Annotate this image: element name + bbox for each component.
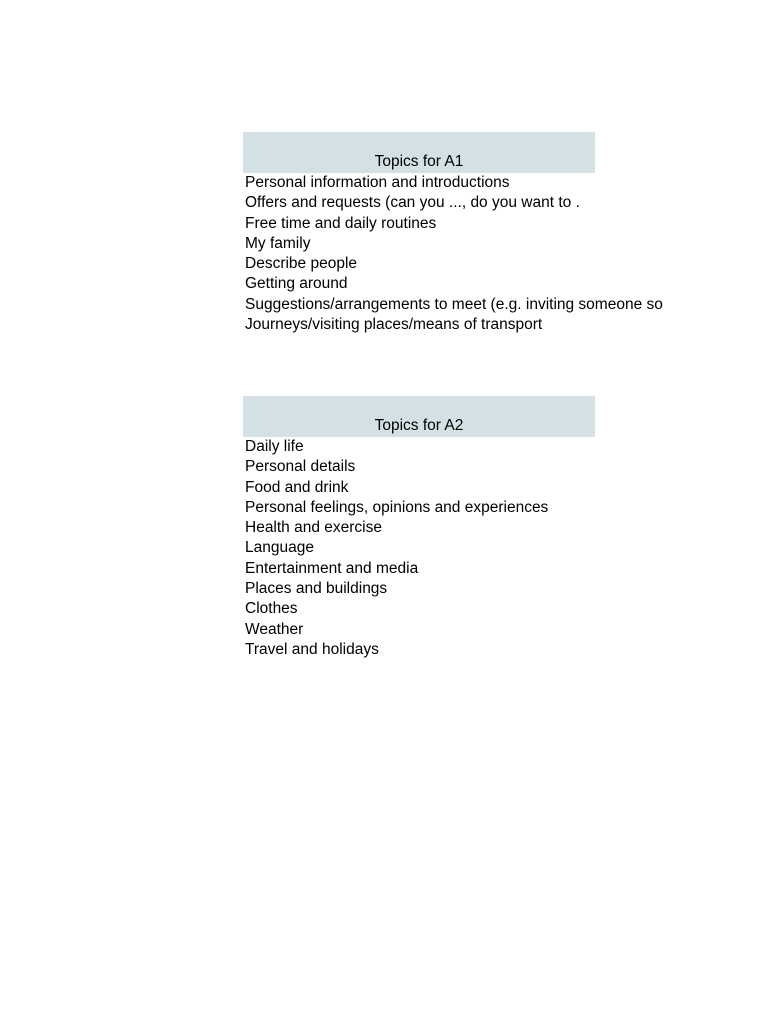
topics-a1-header (243, 132, 595, 173)
list-item: Weather (245, 620, 304, 638)
topics-a2-section (243, 396, 763, 660)
list-item: Daily life (245, 438, 304, 455)
topics-a1-section (243, 132, 763, 335)
list-item: Travel and holidays (245, 640, 379, 658)
topics-a1-title: Topics for A1 (374, 153, 464, 170)
list-item: Personal feelings, opinions and experiences (245, 498, 549, 516)
list-item: Entertainment and media (245, 559, 419, 577)
list-item: Places and buildings (245, 580, 388, 598)
list-item: Language (245, 539, 314, 557)
topics-a1-list (243, 173, 663, 335)
list-item: Health and exercise (245, 519, 382, 537)
list-item: Clothes (245, 600, 298, 618)
list-item: Food and drink (245, 478, 349, 496)
list-item: Personal information and introductions (245, 174, 510, 191)
topics-a2-title: Topics for A2 (374, 417, 464, 434)
list-item: Journeys/visiting places/means of transport (245, 316, 543, 334)
list-item: My family (245, 234, 311, 252)
list-item: Personal details (245, 458, 356, 476)
list-item: Offers and requests (can you ..., do you want to . (245, 194, 580, 212)
topics-a2-list (243, 437, 763, 660)
list-item: Suggestions/arrangements to meet (e.g. inviting someone so (245, 295, 663, 313)
list-item: Getting around (245, 275, 348, 293)
list-item: Free time and daily routines (245, 214, 437, 232)
list-item: Describe people (245, 255, 358, 273)
topics-a2-header (243, 396, 595, 437)
